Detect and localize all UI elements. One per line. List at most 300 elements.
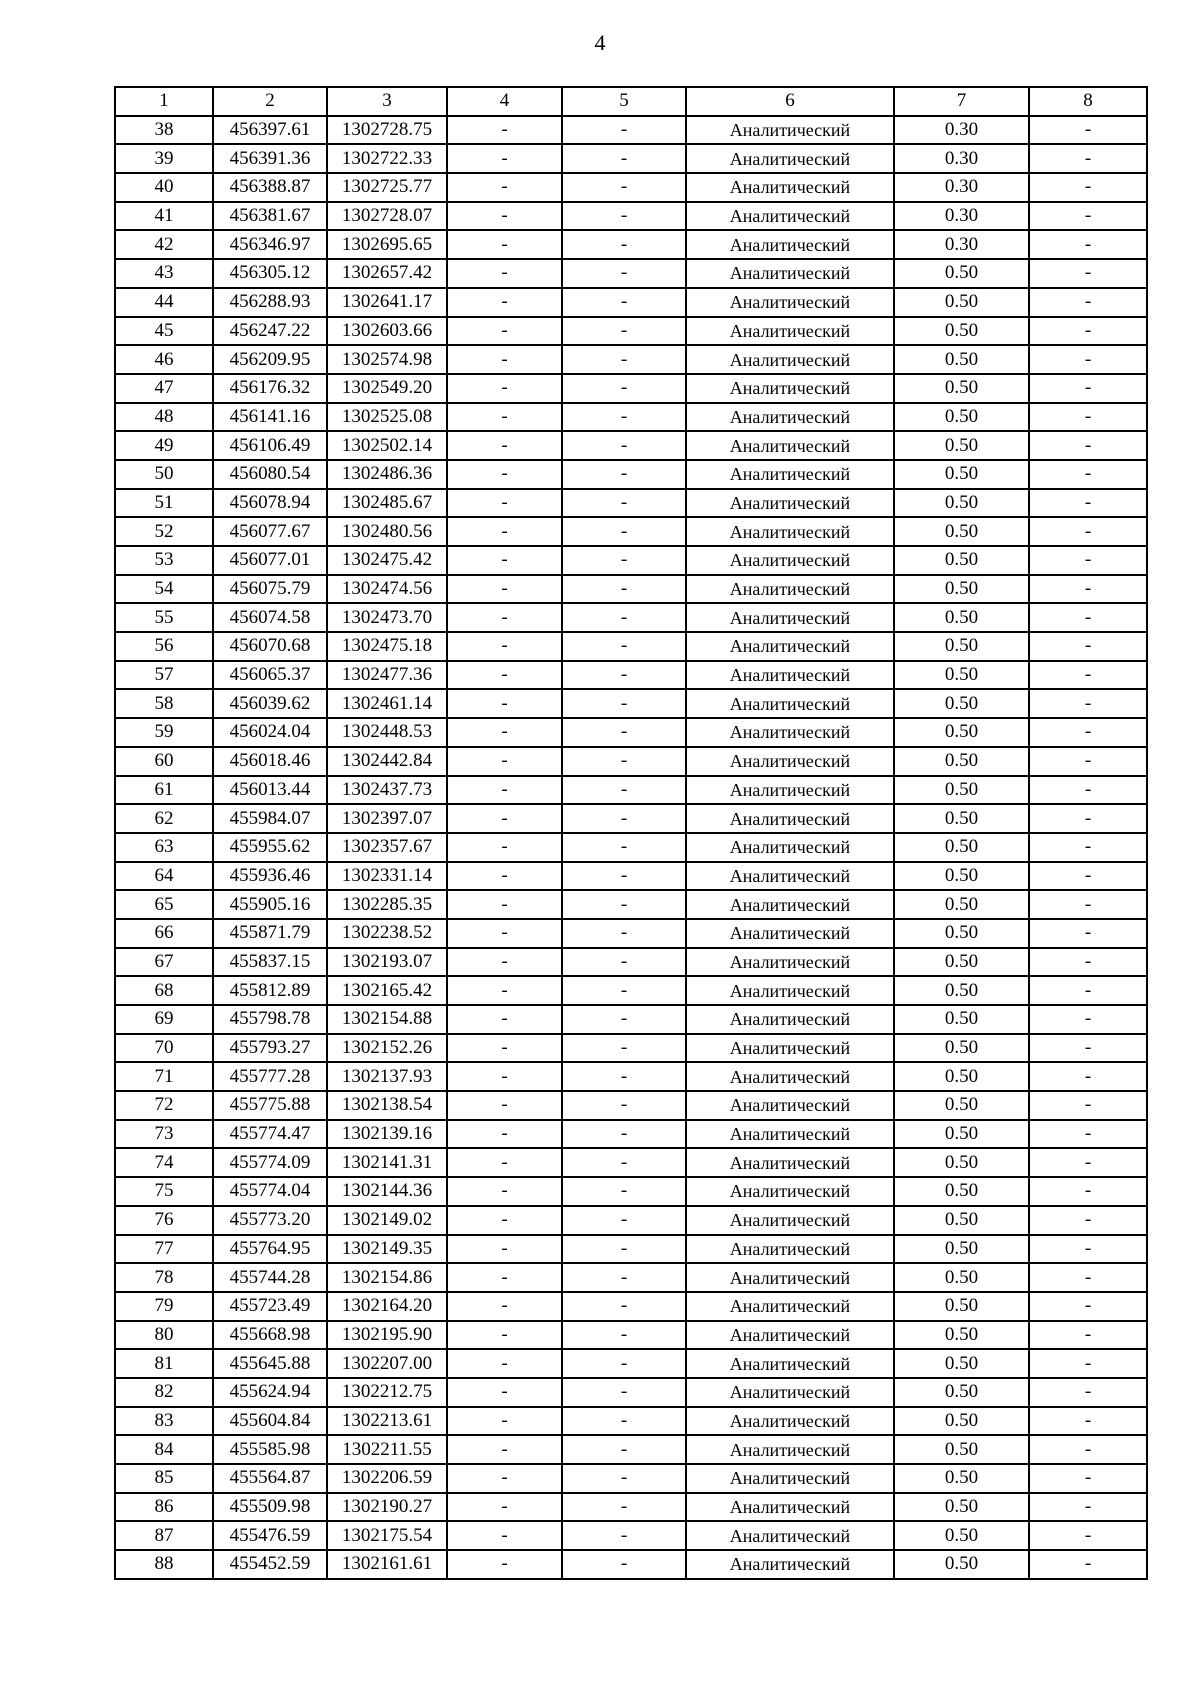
column-8-cell: -: [1029, 517, 1147, 546]
column-5-cell: -: [562, 230, 686, 259]
y-coordinate-cell: 1302442.84: [327, 747, 447, 776]
table-row: [115, 259, 1147, 288]
method-cell: Аналитический: [686, 1321, 894, 1350]
column-8-cell: -: [1029, 1034, 1147, 1063]
y-coordinate-cell: 1302475.18: [327, 632, 447, 661]
column-4-cell: -: [447, 517, 562, 546]
column-4-cell: -: [447, 1378, 562, 1407]
table-row: [115, 1120, 1147, 1149]
x-coordinate-cell: 456018.46: [213, 747, 327, 776]
column-5-cell: -: [562, 603, 686, 632]
column-8-cell: -: [1029, 603, 1147, 632]
method-cell: Аналитический: [686, 202, 894, 231]
x-coordinate-cell: 456397.61: [213, 116, 327, 145]
point-number-cell: 74: [115, 1148, 213, 1177]
point-number-cell: 54: [115, 575, 213, 604]
table-body: [115, 116, 1147, 1579]
accuracy-cell: 0.50: [894, 1464, 1029, 1493]
column-4-cell: -: [447, 317, 562, 346]
column-header: 7: [894, 87, 1029, 116]
method-cell: Аналитический: [686, 948, 894, 977]
column-5-cell: -: [562, 144, 686, 173]
point-number-cell: 80: [115, 1321, 213, 1350]
column-5-cell: -: [562, 632, 686, 661]
y-coordinate-cell: 1302154.88: [327, 1005, 447, 1034]
column-5-cell: -: [562, 1292, 686, 1321]
accuracy-cell: 0.50: [894, 948, 1029, 977]
column-8-cell: -: [1029, 747, 1147, 776]
x-coordinate-cell: 456346.97: [213, 230, 327, 259]
point-number-cell: 55: [115, 603, 213, 632]
column-8-cell: -: [1029, 1292, 1147, 1321]
y-coordinate-cell: 1302175.54: [327, 1521, 447, 1550]
column-8-cell: -: [1029, 1378, 1147, 1407]
table-row: [115, 345, 1147, 374]
column-8-cell: -: [1029, 317, 1147, 346]
x-coordinate-cell: 455509.98: [213, 1493, 327, 1522]
column-5-cell: -: [562, 403, 686, 432]
method-cell: Аналитический: [686, 1120, 894, 1149]
x-coordinate-cell: 455775.88: [213, 1091, 327, 1120]
column-header: 1: [115, 87, 213, 116]
point-number-cell: 51: [115, 489, 213, 518]
accuracy-cell: 0.50: [894, 403, 1029, 432]
x-coordinate-cell: 455564.87: [213, 1464, 327, 1493]
point-number-cell: 72: [115, 1091, 213, 1120]
method-cell: Аналитический: [686, 804, 894, 833]
table-row: [115, 374, 1147, 403]
column-8-cell: -: [1029, 144, 1147, 173]
y-coordinate-cell: 1302657.42: [327, 259, 447, 288]
column-header: 6: [686, 87, 894, 116]
column-4-cell: -: [447, 862, 562, 891]
column-8-cell: -: [1029, 718, 1147, 747]
column-5-cell: -: [562, 1407, 686, 1436]
column-5-cell: -: [562, 1349, 686, 1378]
x-coordinate-cell: 455604.84: [213, 1407, 327, 1436]
accuracy-cell: 0.50: [894, 1407, 1029, 1436]
accuracy-cell: 0.50: [894, 288, 1029, 317]
column-4-cell: -: [447, 804, 562, 833]
accuracy-cell: 0.50: [894, 317, 1029, 346]
method-cell: Аналитический: [686, 489, 894, 518]
point-number-cell: 39: [115, 144, 213, 173]
accuracy-cell: 0.50: [894, 833, 1029, 862]
accuracy-cell: 0.50: [894, 804, 1029, 833]
accuracy-cell: 0.50: [894, 1321, 1029, 1350]
y-coordinate-cell: 1302195.90: [327, 1321, 447, 1350]
accuracy-cell: 0.30: [894, 202, 1029, 231]
column-4-cell: -: [447, 1292, 562, 1321]
column-5-cell: -: [562, 1206, 686, 1235]
accuracy-cell: 0.50: [894, 689, 1029, 718]
table-row: [115, 546, 1147, 575]
table-row: [115, 317, 1147, 346]
accuracy-cell: 0.50: [894, 890, 1029, 919]
method-cell: Аналитический: [686, 1091, 894, 1120]
point-number-cell: 84: [115, 1435, 213, 1464]
column-5-cell: -: [562, 173, 686, 202]
accuracy-cell: 0.50: [894, 776, 1029, 805]
y-coordinate-cell: 1302695.65: [327, 230, 447, 259]
column-8-cell: -: [1029, 230, 1147, 259]
x-coordinate-cell: 456391.36: [213, 144, 327, 173]
point-number-cell: 70: [115, 1034, 213, 1063]
method-cell: Аналитический: [686, 976, 894, 1005]
point-number-cell: 47: [115, 374, 213, 403]
y-coordinate-cell: 1302549.20: [327, 374, 447, 403]
point-number-cell: 68: [115, 976, 213, 1005]
y-coordinate-cell: 1302725.77: [327, 173, 447, 202]
column-8-cell: -: [1029, 661, 1147, 690]
accuracy-cell: 0.50: [894, 517, 1029, 546]
x-coordinate-cell: 455812.89: [213, 976, 327, 1005]
column-4-cell: -: [447, 603, 562, 632]
point-number-cell: 88: [115, 1550, 213, 1579]
table-row: [115, 804, 1147, 833]
x-coordinate-cell: 456305.12: [213, 259, 327, 288]
accuracy-cell: 0.50: [894, 1235, 1029, 1264]
table-row: [115, 747, 1147, 776]
column-8-cell: -: [1029, 776, 1147, 805]
method-cell: Аналитический: [686, 345, 894, 374]
table-row: [115, 1206, 1147, 1235]
column-4-cell: -: [447, 546, 562, 575]
column-4-cell: -: [447, 1206, 562, 1235]
table-row: [115, 948, 1147, 977]
column-8-cell: -: [1029, 890, 1147, 919]
table-row: [115, 919, 1147, 948]
column-5-cell: -: [562, 1321, 686, 1350]
x-coordinate-cell: 455585.98: [213, 1435, 327, 1464]
column-5-cell: -: [562, 460, 686, 489]
point-number-cell: 42: [115, 230, 213, 259]
column-5-cell: -: [562, 890, 686, 919]
table-row: [115, 431, 1147, 460]
accuracy-cell: 0.50: [894, 1493, 1029, 1522]
y-coordinate-cell: 1302728.75: [327, 116, 447, 145]
column-8-cell: -: [1029, 1349, 1147, 1378]
column-8-cell: -: [1029, 173, 1147, 202]
column-5-cell: -: [562, 661, 686, 690]
y-coordinate-cell: 1302485.67: [327, 489, 447, 518]
column-4-cell: -: [447, 1120, 562, 1149]
method-cell: Аналитический: [686, 1464, 894, 1493]
y-coordinate-cell: 1302213.61: [327, 1407, 447, 1436]
point-number-cell: 75: [115, 1177, 213, 1206]
accuracy-cell: 0.50: [894, 1521, 1029, 1550]
accuracy-cell: 0.50: [894, 747, 1029, 776]
accuracy-cell: 0.30: [894, 230, 1029, 259]
accuracy-cell: 0.50: [894, 431, 1029, 460]
column-4-cell: -: [447, 1263, 562, 1292]
accuracy-cell: 0.50: [894, 718, 1029, 747]
column-4-cell: -: [447, 948, 562, 977]
point-number-cell: 43: [115, 259, 213, 288]
method-cell: Аналитический: [686, 288, 894, 317]
table-row: [115, 116, 1147, 145]
x-coordinate-cell: 455984.07: [213, 804, 327, 833]
column-5-cell: -: [562, 1005, 686, 1034]
table-row: [115, 575, 1147, 604]
point-number-cell: 58: [115, 689, 213, 718]
column-8-cell: -: [1029, 862, 1147, 891]
method-cell: Аналитический: [686, 1292, 894, 1321]
accuracy-cell: 0.50: [894, 632, 1029, 661]
method-cell: Аналитический: [686, 1005, 894, 1034]
column-4-cell: -: [447, 1034, 562, 1063]
x-coordinate-cell: 455744.28: [213, 1263, 327, 1292]
point-number-cell: 79: [115, 1292, 213, 1321]
y-coordinate-cell: 1302331.14: [327, 862, 447, 891]
column-4-cell: -: [447, 403, 562, 432]
column-5-cell: -: [562, 1550, 686, 1579]
x-coordinate-cell: 455645.88: [213, 1349, 327, 1378]
x-coordinate-cell: 456075.79: [213, 575, 327, 604]
column-4-cell: -: [447, 1407, 562, 1436]
column-5-cell: -: [562, 1435, 686, 1464]
point-number-cell: 73: [115, 1120, 213, 1149]
column-8-cell: -: [1029, 1521, 1147, 1550]
column-5-cell: -: [562, 919, 686, 948]
y-coordinate-cell: 1302525.08: [327, 403, 447, 432]
column-8-cell: -: [1029, 259, 1147, 288]
point-number-cell: 60: [115, 747, 213, 776]
x-coordinate-cell: 455764.95: [213, 1235, 327, 1264]
y-coordinate-cell: 1302154.86: [327, 1263, 447, 1292]
table-row: [115, 661, 1147, 690]
method-cell: Аналитический: [686, 1407, 894, 1436]
column-5-cell: -: [562, 1263, 686, 1292]
column-4-cell: -: [447, 144, 562, 173]
point-number-cell: 44: [115, 288, 213, 317]
y-coordinate-cell: 1302603.66: [327, 317, 447, 346]
column-5-cell: -: [562, 259, 686, 288]
column-4-cell: -: [447, 431, 562, 460]
table-row: [115, 603, 1147, 632]
table-row: [115, 460, 1147, 489]
accuracy-cell: 0.50: [894, 1148, 1029, 1177]
method-cell: Аналитический: [686, 460, 894, 489]
y-coordinate-cell: 1302473.70: [327, 603, 447, 632]
point-number-cell: 57: [115, 661, 213, 690]
table-row: [115, 1321, 1147, 1350]
x-coordinate-cell: 456381.67: [213, 202, 327, 231]
y-coordinate-cell: 1302285.35: [327, 890, 447, 919]
table-row: [115, 890, 1147, 919]
point-number-cell: 81: [115, 1349, 213, 1378]
column-8-cell: -: [1029, 431, 1147, 460]
x-coordinate-cell: 456176.32: [213, 374, 327, 403]
method-cell: Аналитический: [686, 317, 894, 346]
point-number-cell: 69: [115, 1005, 213, 1034]
column-4-cell: -: [447, 460, 562, 489]
point-number-cell: 76: [115, 1206, 213, 1235]
column-8-cell: -: [1029, 1407, 1147, 1436]
column-5-cell: -: [562, 374, 686, 403]
column-4-cell: -: [447, 202, 562, 231]
point-number-cell: 65: [115, 890, 213, 919]
column-5-cell: -: [562, 1235, 686, 1264]
column-5-cell: -: [562, 345, 686, 374]
y-coordinate-cell: 1302149.35: [327, 1235, 447, 1264]
column-4-cell: -: [447, 1148, 562, 1177]
y-coordinate-cell: 1302149.02: [327, 1206, 447, 1235]
column-8-cell: -: [1029, 575, 1147, 604]
method-cell: Аналитический: [686, 747, 894, 776]
table-row: [115, 1493, 1147, 1522]
column-8-cell: -: [1029, 288, 1147, 317]
column-5-cell: -: [562, 431, 686, 460]
y-coordinate-cell: 1302164.20: [327, 1292, 447, 1321]
column-5-cell: -: [562, 575, 686, 604]
point-number-cell: 83: [115, 1407, 213, 1436]
point-number-cell: 61: [115, 776, 213, 805]
method-cell: Аналитический: [686, 403, 894, 432]
method-cell: Аналитический: [686, 575, 894, 604]
point-number-cell: 85: [115, 1464, 213, 1493]
x-coordinate-cell: 455723.49: [213, 1292, 327, 1321]
method-cell: Аналитический: [686, 776, 894, 805]
point-number-cell: 87: [115, 1521, 213, 1550]
table-row: [115, 1148, 1147, 1177]
method-cell: Аналитический: [686, 1235, 894, 1264]
column-4-cell: -: [447, 374, 562, 403]
accuracy-cell: 0.50: [894, 1005, 1029, 1034]
y-coordinate-cell: 1302397.07: [327, 804, 447, 833]
column-4-cell: -: [447, 890, 562, 919]
method-cell: Аналитический: [686, 230, 894, 259]
x-coordinate-cell: 455476.59: [213, 1521, 327, 1550]
method-cell: Аналитический: [686, 1493, 894, 1522]
column-8-cell: -: [1029, 1120, 1147, 1149]
method-cell: Аналитический: [686, 173, 894, 202]
accuracy-cell: 0.50: [894, 1206, 1029, 1235]
y-coordinate-cell: 1302502.14: [327, 431, 447, 460]
method-cell: Аналитический: [686, 1550, 894, 1579]
column-5-cell: -: [562, 288, 686, 317]
column-4-cell: -: [447, 718, 562, 747]
column-8-cell: -: [1029, 460, 1147, 489]
column-8-cell: -: [1029, 1177, 1147, 1206]
column-8-cell: -: [1029, 546, 1147, 575]
point-number-cell: 67: [115, 948, 213, 977]
table-row: [115, 144, 1147, 173]
method-cell: Аналитический: [686, 1034, 894, 1063]
x-coordinate-cell: 455774.47: [213, 1120, 327, 1149]
x-coordinate-cell: 456013.44: [213, 776, 327, 805]
method-cell: Аналитический: [686, 862, 894, 891]
method-cell: Аналитический: [686, 1349, 894, 1378]
column-4-cell: -: [447, 1493, 562, 1522]
table-row: [115, 1005, 1147, 1034]
column-4-cell: -: [447, 1091, 562, 1120]
column-4-cell: -: [447, 1435, 562, 1464]
table-row: [115, 1263, 1147, 1292]
column-4-cell: -: [447, 976, 562, 1005]
y-coordinate-cell: 1302722.33: [327, 144, 447, 173]
x-coordinate-cell: 456070.68: [213, 632, 327, 661]
table-row: [115, 1407, 1147, 1436]
accuracy-cell: 0.50: [894, 1292, 1029, 1321]
accuracy-cell: 0.30: [894, 173, 1029, 202]
y-coordinate-cell: 1302190.27: [327, 1493, 447, 1522]
y-coordinate-cell: 1302461.14: [327, 689, 447, 718]
accuracy-cell: 0.50: [894, 1177, 1029, 1206]
x-coordinate-cell: 456074.58: [213, 603, 327, 632]
column-4-cell: -: [447, 259, 562, 288]
x-coordinate-cell: 455837.15: [213, 948, 327, 977]
column-4-cell: -: [447, 1521, 562, 1550]
x-coordinate-cell: 456024.04: [213, 718, 327, 747]
accuracy-cell: 0.50: [894, 575, 1029, 604]
table-row: [115, 1292, 1147, 1321]
column-5-cell: -: [562, 976, 686, 1005]
column-4-cell: -: [447, 833, 562, 862]
point-number-cell: 56: [115, 632, 213, 661]
y-coordinate-cell: 1302574.98: [327, 345, 447, 374]
method-cell: Аналитический: [686, 1521, 894, 1550]
column-4-cell: -: [447, 632, 562, 661]
column-5-cell: -: [562, 1378, 686, 1407]
method-cell: Аналитический: [686, 517, 894, 546]
column-5-cell: -: [562, 747, 686, 776]
column-5-cell: -: [562, 1464, 686, 1493]
point-number-cell: 45: [115, 317, 213, 346]
column-8-cell: -: [1029, 1062, 1147, 1091]
accuracy-cell: 0.50: [894, 1550, 1029, 1579]
x-coordinate-cell: 456065.37: [213, 661, 327, 690]
column-4-cell: -: [447, 489, 562, 518]
accuracy-cell: 0.50: [894, 259, 1029, 288]
column-5-cell: -: [562, 317, 686, 346]
table-row: [115, 689, 1147, 718]
y-coordinate-cell: 1302206.59: [327, 1464, 447, 1493]
x-coordinate-cell: 455624.94: [213, 1378, 327, 1407]
x-coordinate-cell: 456388.87: [213, 173, 327, 202]
y-coordinate-cell: 1302477.36: [327, 661, 447, 690]
column-4-cell: -: [447, 173, 562, 202]
table-row: [115, 1378, 1147, 1407]
x-coordinate-cell: 456080.54: [213, 460, 327, 489]
column-4-cell: -: [447, 747, 562, 776]
table-row: [115, 718, 1147, 747]
column-5-cell: -: [562, 689, 686, 718]
column-4-cell: -: [447, 1177, 562, 1206]
y-coordinate-cell: 1302474.56: [327, 575, 447, 604]
table-row: [115, 230, 1147, 259]
column-5-cell: -: [562, 116, 686, 145]
x-coordinate-cell: 455798.78: [213, 1005, 327, 1034]
point-number-cell: 48: [115, 403, 213, 432]
column-5-cell: -: [562, 1062, 686, 1091]
table-row: [115, 1062, 1147, 1091]
x-coordinate-cell: 456078.94: [213, 489, 327, 518]
x-coordinate-cell: 456141.16: [213, 403, 327, 432]
accuracy-cell: 0.50: [894, 661, 1029, 690]
table-row: [115, 1034, 1147, 1063]
accuracy-cell: 0.50: [894, 1378, 1029, 1407]
table-header-row: [115, 87, 1147, 116]
column-4-cell: -: [447, 575, 562, 604]
column-5-cell: -: [562, 1521, 686, 1550]
column-8-cell: -: [1029, 1235, 1147, 1264]
column-8-cell: -: [1029, 403, 1147, 432]
method-cell: Аналитический: [686, 603, 894, 632]
column-5-cell: -: [562, 1120, 686, 1149]
column-8-cell: -: [1029, 1148, 1147, 1177]
column-4-cell: -: [447, 230, 562, 259]
